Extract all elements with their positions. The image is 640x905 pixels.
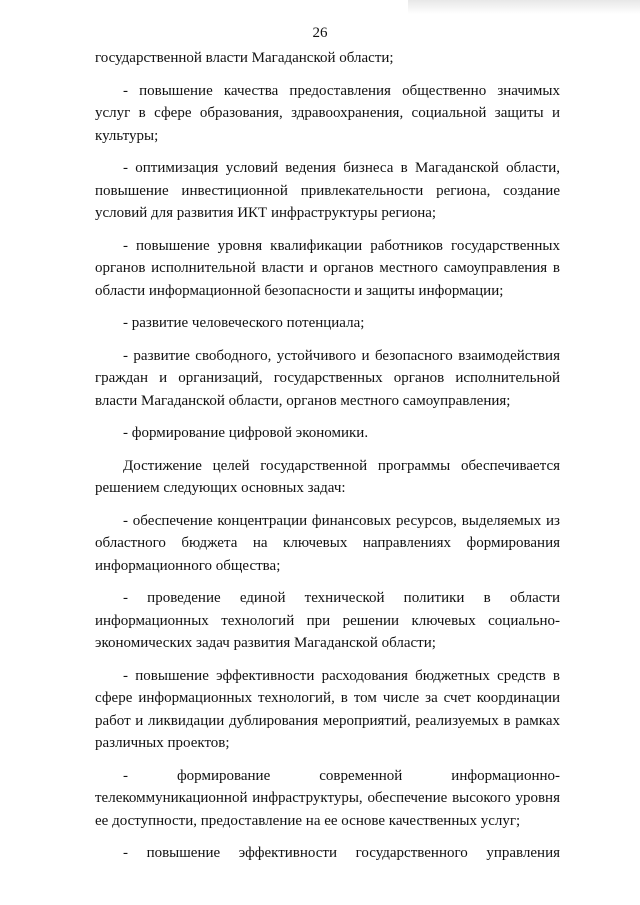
paragraph-4: - повышение уровня квалификации работников государственных органов исполнительной власти и органов местного самоуправления в области информационной безопасности и защиты информации; (95, 237, 560, 299)
paragraph-8: Достижение целей государственной программы обеспечивается решением следующих основных задач: (95, 457, 560, 496)
page-number: 26 (312, 25, 328, 41)
paragraph-2: - повышение качества предоставления общественно значимых услуг в сфере образования, здравоохранения, социальной защиты и культуры; (95, 82, 560, 144)
paragraph-1: государственной власти Магаданской области; (95, 50, 394, 66)
paragraph-3: - оптимизация условий ведения бизнеса в Магаданской области, повышение инвестиционной привлекательности региона, создание условий для развития ИКТ инфраструктуры региона; (95, 160, 560, 221)
paragraph-11: - повышение эффективности расходования бюджетных средств в сфере информационных технологий, в том числе за счет координации работ и ликвидации дублирования мероприятий, реализуемых в рамках различных проектов; (95, 667, 560, 751)
document-body (95, 47, 560, 875)
scan-edge-shadow (408, 0, 640, 14)
paragraph-12: - формирование современной информационно-телекоммуникационной инфраструктуры, обеспечение высокого уровня ее доступности, предоставление на ее основе качественных услуг; (95, 767, 560, 829)
paragraph-6: - развитие свободного, устойчивого и безопасного взаимодействия граждан и организаций, государственных органов исполнительной власти Магаданской области, органов местного самоуправления; (95, 347, 560, 409)
paragraph-7: - формирование цифровой экономики. (123, 425, 369, 441)
paragraph-9: - обеспечение концентрации финансовых ресурсов, выделяемых из областного бюджета на ключевых направлениях формирования информационного общества; (95, 512, 560, 574)
paragraph-13: - повышение эффективности государственного управления (123, 845, 560, 861)
paragraph-5: - развитие человеческого потенциала; (123, 315, 365, 331)
paragraph-10: - проведение единой технической политики в области информационных технологий при решении ключевых социально-экономических задач развития Магаданской области; (95, 590, 560, 651)
